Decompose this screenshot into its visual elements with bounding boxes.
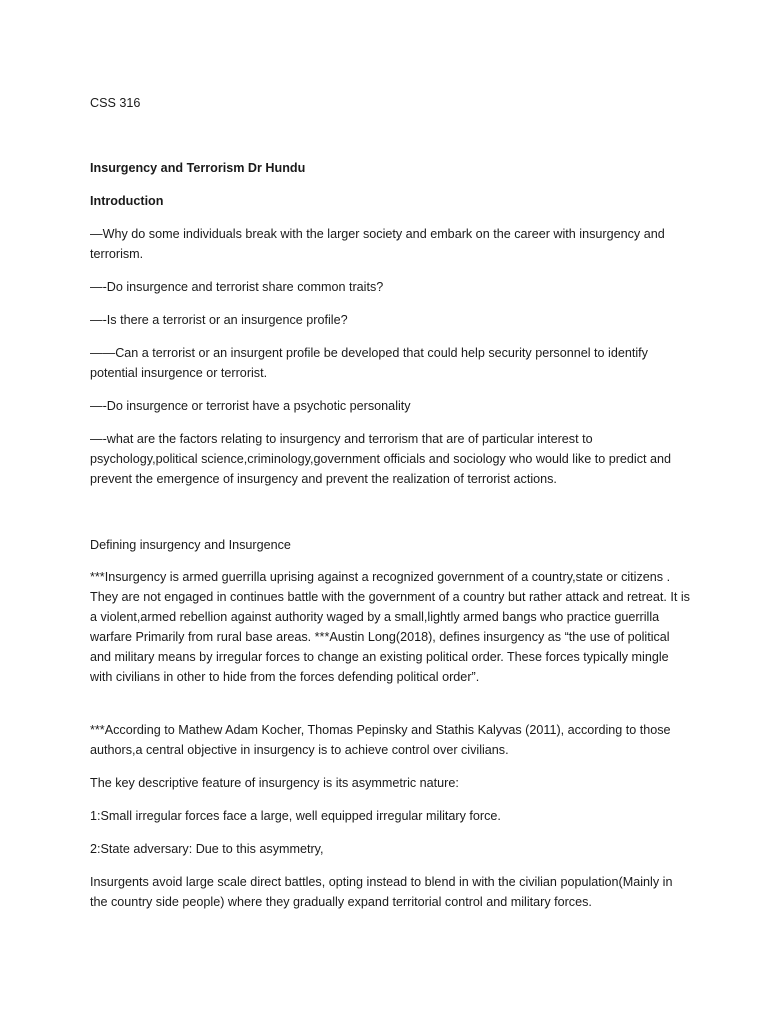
question-paragraph: —-Is there a terrorist or an insurgence profile?	[90, 313, 348, 327]
introduction-heading: Introduction	[90, 194, 164, 208]
definition-heading: Defining insurgency and Insurgence	[90, 538, 291, 552]
document-title: Insurgency and Terrorism Dr Hundu	[90, 161, 306, 175]
question-paragraph: —-Do insurgence or terrorist have a psychotic personality	[90, 399, 411, 413]
question-paragraph: —-what are the factors relating to insurgency and terrorism that are of particular interest to psychology,political science,criminology,government officials and sociology who would like to predict and prevent the emergence of insurgency and prevent the realization of terrorist actions.	[90, 432, 672, 486]
point-2: 2:State adversary: Due to this asymmetry,	[90, 842, 324, 856]
question-paragraph: —-Do insurgence and terrorist share common traits?	[90, 280, 384, 294]
point-1: 1:Small irregular forces face a large, well equipped irregular military force.	[90, 809, 501, 823]
point-3: Insurgents avoid large scale direct battles, opting instead to blend in with the civilian population(Mainly in the country side people) where they gradually expand territorial control and military forces.	[90, 875, 673, 909]
definition-paragraph: ***According to Mathew Adam Kocher, Thomas Pepinsky and Stathis Kalyvas (2011), according to those authors,a central objective in insurgency is to achieve control over civilians.	[90, 723, 671, 757]
course-code: CSS 316	[90, 96, 141, 110]
question-paragraph: ——Can a terrorist or an insurgent profile be developed that could help security personnel to identify potential insurgence or terrorist.	[90, 346, 648, 380]
key-feature-text: The key descriptive feature of insurgency is its asymmetric nature:	[90, 776, 459, 790]
definition-paragraph: ***Insurgency is armed guerrilla uprising against a recognized government of a country,state or citizens . They are not engaged in continues battle with the government of a country but rather attack and retreat. It is a violent,armed rebellion against authority waged by a small,lightly armed bangs who practice guerrilla warfare Primarily from rural base areas. ***Austin Long(2018), defines insurgency as “the use of political and military means by irregular forces to change an existing political order. These forces typically mingle with civilians in other to hide from the forces defending political order”.	[90, 570, 690, 684]
question-paragraph: —Why do some individuals break with the larger society and embark on the career with insurgency and terrorism.	[90, 227, 665, 261]
document-page	[90, 0, 690, 1024]
